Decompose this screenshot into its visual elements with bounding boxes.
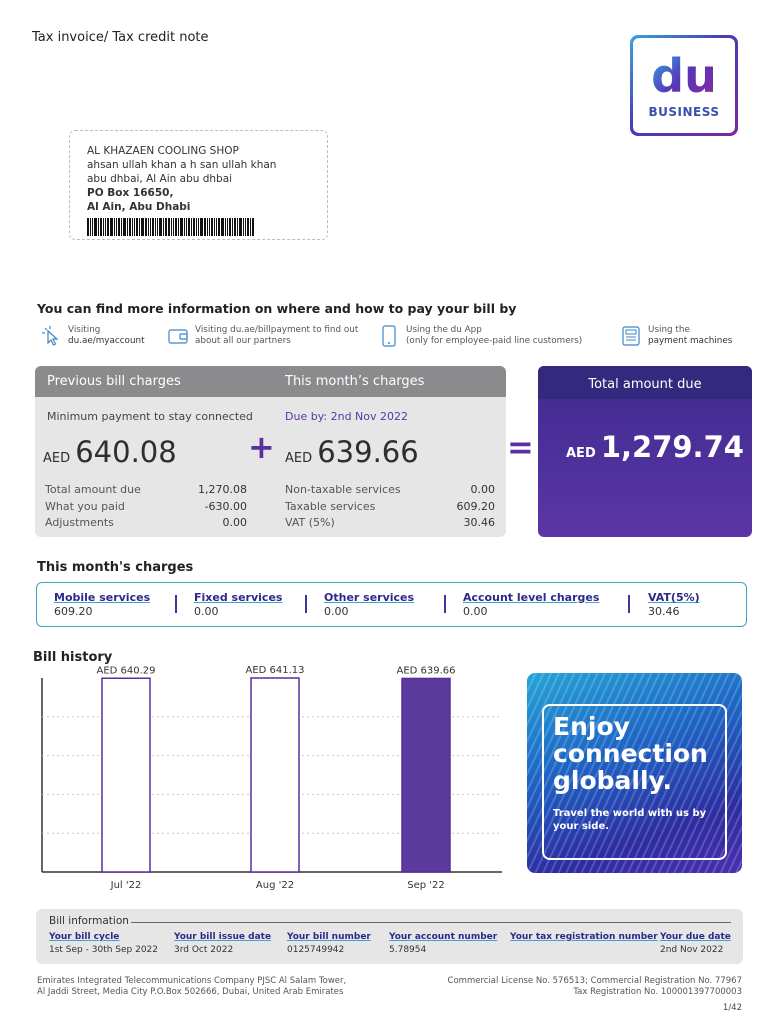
barcode-bar [87, 218, 89, 236]
divider [305, 595, 307, 613]
charge-value: 30.46 [648, 605, 680, 618]
barcode-bar [127, 218, 128, 236]
footer-company-address [37, 976, 346, 998]
due-by-label: Due by: 2nd Nov 2022 [285, 410, 409, 423]
barcode-bar [157, 218, 158, 236]
cursor-click-icon [40, 325, 62, 347]
document-title: Tax invoice/ Tax credit note [32, 30, 209, 45]
charge-item-other[interactable] [324, 591, 414, 618]
smartphone-icon [378, 325, 400, 347]
barcode-bar [193, 218, 195, 236]
barcode-bar [139, 218, 140, 236]
info-account-number [389, 932, 497, 955]
promo-headline-line: connection [553, 739, 708, 768]
pay-option-line1: Visiting du.ae/billpayment to find out [195, 325, 359, 335]
barcode-bar [103, 218, 104, 236]
info-value: 0125749942 [287, 945, 345, 955]
barcode-bar [159, 218, 162, 236]
divider [628, 595, 630, 613]
page-number: 1/42 [722, 1003, 742, 1013]
charge-value: 0.00 [324, 605, 349, 618]
footer-registration [448, 976, 742, 998]
previous-amount [43, 435, 177, 469]
barcode-bar [105, 218, 106, 236]
barcode-bar [209, 218, 210, 236]
plus-sign: + [248, 428, 275, 466]
barcode-bar [175, 218, 177, 236]
promo-subtext: Travel the world with us by your side. [553, 808, 707, 832]
wallet-icon [167, 325, 189, 347]
divider [444, 595, 446, 613]
info-label: Your bill issue date [174, 932, 272, 942]
barcode-bar [245, 218, 246, 236]
currency-label: AED [566, 446, 596, 461]
pay-option-link[interactable]: du.ae/myaccount [68, 336, 145, 346]
barcode-bar [250, 218, 251, 236]
charges-header [35, 366, 506, 397]
barcode-bar [150, 218, 151, 236]
pay-option-billpayment[interactable] [167, 325, 358, 347]
data-label: AED 640.29 [96, 665, 156, 677]
barcode-bar [155, 218, 156, 236]
barcode-bar [123, 218, 126, 236]
payment-info-heading: You can find more information on where and how to pay your bill by [37, 301, 517, 316]
barcode-bar [110, 218, 113, 236]
promo-headline-line: Enjoy [553, 712, 630, 741]
barcode-bar [198, 218, 199, 236]
info-label: Your bill cycle [49, 932, 120, 942]
barcode-bar [243, 218, 244, 236]
barcode-bar [173, 218, 174, 236]
barcode-bar [168, 218, 170, 236]
barcode-bar [239, 218, 242, 236]
logo-label: BUSINESS [648, 104, 720, 119]
bill-information-title: Bill information [49, 915, 129, 927]
x-tick-label: Sep '22 [407, 880, 445, 891]
barcode-bar [216, 218, 217, 236]
pay-option-line1: Visiting [68, 325, 101, 335]
bar [251, 678, 299, 872]
charge-label[interactable]: Other services [324, 591, 415, 604]
barcode-bar [247, 218, 249, 236]
barcode-bar [129, 218, 131, 236]
barcode-bar [141, 218, 144, 236]
barcode-bar [207, 218, 208, 236]
address-line-region: Al Ain, Abu Dhabi [87, 201, 191, 213]
info-value: 1st Sep - 30th Sep 2022 [49, 945, 159, 955]
current-amount [285, 435, 419, 469]
barcode-bar [186, 218, 187, 236]
barcode-bar [184, 218, 185, 236]
prev-row-value: -630.00 [204, 500, 247, 513]
barcode-bar [116, 218, 117, 236]
current-charges-header: This month’s charges [285, 374, 425, 389]
total-header: Total amount due [538, 366, 752, 399]
info-value: 2nd Nov 2022 [660, 945, 724, 955]
total-amount-panel [538, 366, 752, 537]
info-bill-cycle [49, 932, 158, 955]
info-label: Your bill number [287, 932, 371, 942]
barcode-bar [227, 218, 228, 236]
barcode-bar [211, 218, 213, 236]
barcode-bar [148, 218, 149, 236]
cur-row-value: 30.46 [463, 516, 495, 529]
info-due-date [660, 932, 731, 955]
pay-option-line1: Using the [648, 325, 690, 335]
address-line-pobox: PO Box 16650, [87, 187, 174, 199]
prev-row-label: What you paid [45, 500, 125, 513]
barcode-bar [132, 218, 133, 236]
charge-label[interactable]: Fixed services [194, 591, 283, 604]
prev-row-value: 1,270.08 [198, 483, 247, 496]
charge-label[interactable]: Account level charges [463, 591, 600, 604]
pay-option-line2: (only for employee-paid line customers) [406, 336, 583, 346]
prev-row-label: Adjustments [45, 516, 114, 529]
barcode-bar [229, 218, 231, 236]
address-line-name: ahsan ullah khan a h san ullah khan [87, 159, 277, 171]
barcode-bar [214, 218, 215, 236]
pay-option-line1: Using the du App [406, 325, 482, 335]
info-label: Your account number [389, 932, 498, 942]
barcode-bar [234, 218, 236, 236]
charge-label[interactable]: Mobile services [54, 591, 151, 604]
pay-option-myaccount[interactable] [40, 325, 145, 347]
address-line-city: abu dhbai, Al Ain abu dhbai [87, 173, 233, 185]
bill-history-chart [30, 660, 510, 895]
barcode-bar [188, 218, 190, 236]
barcode-bar [237, 218, 238, 236]
barcode-bar [118, 218, 120, 236]
barcode-bar [200, 218, 203, 236]
info-tax-registration [510, 932, 658, 945]
footer-line: Commercial License No. 576513; Commercial Registration No. 77967 [447, 976, 742, 986]
charge-label[interactable]: VAT(5%) [648, 591, 700, 604]
data-label: AED 641.13 [245, 665, 305, 676]
cur-row-label: Taxable services [285, 500, 376, 513]
cur-row-label: VAT (5%) [285, 516, 335, 529]
barcode-bar [218, 218, 220, 236]
charge-value: 0.00 [463, 605, 488, 618]
bar [402, 678, 450, 872]
barcode-bar [145, 218, 147, 236]
barcode-bar [98, 218, 99, 236]
promo-headline [553, 713, 708, 794]
barcode-bar [100, 218, 102, 236]
charge-item-account[interactable] [463, 591, 599, 618]
address-block [69, 130, 328, 240]
cur-row-label: Non-taxable services [285, 483, 401, 496]
month-charges-strip [36, 582, 747, 627]
previous-amount-value: 640.08 [75, 435, 177, 469]
month-charges-title: This month's charges [37, 560, 194, 575]
barcode-bar [225, 218, 226, 236]
barcode-bar [180, 218, 183, 236]
info-issue-date [174, 932, 271, 955]
info-value: 5.78954 [389, 945, 427, 955]
logo-mark: du [651, 48, 717, 103]
address-line-company: AL KHAZAEN COOLING SHOP [87, 145, 239, 157]
barcode-bar [171, 218, 172, 236]
cur-row-value: 0.00 [470, 483, 495, 496]
charge-value: 0.00 [194, 605, 219, 618]
currency-label: AED [43, 451, 71, 466]
barcode-bar [90, 218, 91, 236]
promo-headline-line: globally. [553, 766, 673, 795]
total-amount [566, 430, 744, 464]
total-amount-value: 1,279.74 [600, 430, 744, 464]
cur-row-value: 609.20 [456, 500, 495, 513]
barcode-bar [196, 218, 197, 236]
currency-label: AED [285, 451, 313, 466]
footer-line: Al Jaddi Street, Media City P.O.Box 502666, Dubai, United Arab Emirates [37, 987, 344, 997]
charge-value: 609.20 [54, 605, 93, 618]
charge-item-fixed[interactable] [194, 591, 282, 618]
barcode-bar [252, 218, 254, 236]
promo-banner[interactable] [527, 673, 742, 873]
current-amount-value: 639.66 [317, 435, 419, 469]
barcode-bar [107, 218, 109, 236]
bill-information-panel [36, 909, 743, 964]
barcode-bar [165, 218, 167, 236]
barcode-bar [204, 218, 206, 236]
info-value: 3rd Oct 2022 [174, 945, 234, 955]
divider [131, 922, 731, 923]
barcode-bar [152, 218, 154, 236]
barcode-bar [191, 218, 192, 236]
equals-sign: = [507, 428, 534, 466]
x-tick-label: Jul '22 [110, 880, 142, 891]
du-business-logo [630, 35, 738, 136]
prev-row-label: Total amount due [45, 483, 141, 496]
bill-history-title: Bill history [33, 650, 113, 665]
footer-line: Tax Registration No. 100001397700003 [573, 987, 742, 997]
barcode [87, 218, 327, 236]
barcode-bar [221, 218, 224, 236]
bar [102, 678, 150, 872]
barcode-bar [94, 218, 97, 236]
info-label: Your tax registration number [510, 932, 658, 942]
barcode-bar [134, 218, 135, 236]
pay-option-du-app[interactable] [378, 325, 582, 347]
min-payment-label: Minimum payment to stay connected [47, 410, 253, 423]
info-label: Your due date [660, 932, 731, 942]
x-tick-label: Aug '22 [255, 880, 295, 891]
barcode-bar [163, 218, 164, 236]
barcode-bar [114, 218, 115, 236]
charge-item-mobile[interactable] [54, 591, 150, 618]
barcode-bar [136, 218, 138, 236]
pay-option-line2: about all our partners [195, 336, 291, 346]
divider [175, 595, 177, 613]
previous-charges-header: Previous bill charges [47, 374, 181, 389]
pay-option-line2: payment machines [648, 336, 733, 346]
barcode-bar [178, 218, 179, 236]
prev-row-value: 0.00 [222, 516, 247, 529]
charge-item-vat[interactable] [648, 591, 700, 618]
barcode-bar [232, 218, 233, 236]
pay-option-machines[interactable] [620, 325, 732, 347]
payment-machine-icon [620, 325, 642, 347]
info-bill-number [287, 932, 371, 955]
footer-line: Emirates Integrated Telecommunications Company PJSC Al Salam Tower, [37, 976, 347, 986]
barcode-bar [92, 218, 93, 236]
data-label: AED 639.66 [396, 665, 456, 677]
barcode-bar [121, 218, 122, 236]
